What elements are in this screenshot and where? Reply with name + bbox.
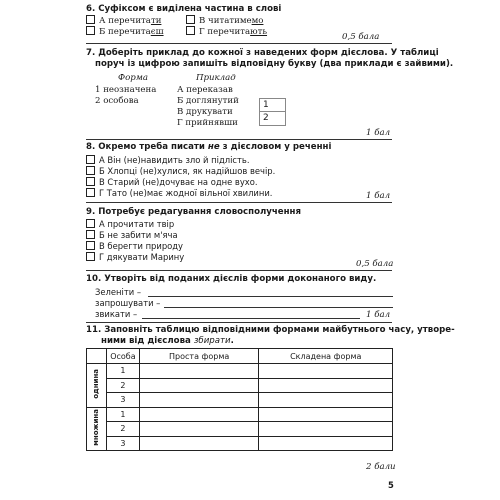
person-cell: 1 — [106, 364, 139, 379]
checkbox[interactable] — [86, 166, 95, 175]
q7-example-g: Г прийнявши — [177, 118, 238, 128]
q10-answer-line-1[interactable] — [148, 296, 393, 297]
group-plural: множина — [87, 407, 107, 451]
q8-title: 8. Окремо треба писати не з дієсловом у реченні — [86, 142, 332, 152]
simple-form-cell[interactable] — [139, 378, 259, 393]
checkbox[interactable] — [86, 155, 95, 164]
compound-form-cell[interactable] — [259, 436, 393, 451]
compound-form-cell[interactable] — [259, 407, 393, 422]
compound-form-cell[interactable] — [259, 393, 393, 408]
q9-option-a[interactable]: А прочитати твір — [86, 219, 174, 229]
q7-example-v: В друкувати — [177, 107, 233, 117]
header-simple-form: Проста форма — [139, 349, 259, 364]
divider — [86, 139, 392, 140]
simple-form-cell[interactable] — [139, 422, 259, 437]
q11-table — [86, 348, 393, 451]
page-number: 5 — [388, 480, 394, 490]
q10-answer-line-2[interactable] — [164, 307, 393, 308]
q7-form-1: 1 неозначена — [95, 85, 157, 95]
checkbox[interactable] — [86, 230, 95, 239]
table-row — [87, 393, 393, 408]
compound-form-cell[interactable] — [259, 364, 393, 379]
checkbox[interactable] — [86, 252, 95, 261]
simple-form-cell[interactable] — [139, 407, 259, 422]
divider — [86, 202, 392, 203]
checkbox[interactable] — [86, 15, 95, 24]
checkbox[interactable] — [86, 26, 95, 35]
table-row — [87, 422, 393, 437]
q7-answer-row-2[interactable]: 2 — [263, 113, 269, 123]
divider — [86, 322, 392, 323]
divider — [86, 43, 392, 44]
checkbox[interactable] — [86, 177, 95, 186]
q8-option-v[interactable]: В Старий (не)дочуває на одне вухо. — [86, 177, 258, 187]
q10-points: 1 бал — [366, 310, 391, 320]
q9-option-v[interactable]: В берегти природу — [86, 241, 183, 251]
person-cell: 3 — [106, 436, 139, 451]
q10-answer-line-3[interactable] — [142, 318, 360, 319]
checkbox[interactable] — [186, 15, 195, 24]
q9-points: 0,5 бала — [356, 259, 394, 269]
q7-points: 1 бал — [366, 128, 391, 138]
q11-points: 2 бали — [366, 462, 396, 472]
q6-option-a[interactable]: А перечитати — [86, 15, 161, 26]
table-corner — [87, 349, 107, 364]
q8-points: 1 бал — [366, 191, 391, 201]
q7-example-a: А переказав — [177, 85, 233, 95]
q7-answer-table[interactable] — [259, 98, 286, 126]
group-singular: однина — [87, 364, 107, 408]
q6-points: 0,5 бала — [342, 32, 380, 42]
header-person: Особа — [106, 349, 139, 364]
checkbox[interactable] — [86, 241, 95, 250]
q8-option-b[interactable]: Б Хлопці (не)хулися, як надійшов вечір. — [86, 166, 275, 176]
simple-form-cell[interactable] — [139, 364, 259, 379]
table-row — [87, 378, 393, 393]
q10-verb-2: запрошувати – — [95, 298, 161, 308]
simple-form-cell[interactable] — [139, 436, 259, 451]
q10-verb-3: звикати – — [95, 309, 138, 319]
q7-title-line1: 7. Доберіть приклад до кожної з наведених форм дієслова. У таблиці — [86, 48, 439, 58]
table-header-row — [87, 349, 393, 364]
table-row — [87, 407, 393, 422]
q11-title-line2: ними від дієслова збирати. — [101, 336, 234, 346]
person-cell: 3 — [106, 393, 139, 408]
q9-option-b[interactable]: Б не забити м'яча — [86, 230, 178, 240]
q6-title: 6. Суфіксом є виділена частина в слові — [86, 4, 282, 14]
table-row — [87, 364, 393, 379]
q7-example-b: Б доглянутий — [177, 96, 239, 106]
q8-option-g[interactable]: Г Тато (не)має жодної вільної хвилини. — [86, 188, 272, 198]
q7-title-line2: поруч із цифрою запишіть відповідну букву (два приклади є зайвими). — [95, 59, 454, 69]
person-cell: 2 — [106, 422, 139, 437]
compound-form-cell[interactable] — [259, 378, 393, 393]
q9-title: 9. Потребує редагування словосполучення — [86, 207, 302, 217]
q7-form-2: 2 особова — [95, 96, 139, 106]
q10-verb-1: Зеленіти – — [95, 287, 142, 297]
q7-answer-row-1[interactable]: 1 — [260, 99, 285, 112]
q6-option-v[interactable]: В читатимемо — [186, 15, 263, 26]
q8-option-a[interactable]: А Він (не)навидить зло й підлість. — [86, 155, 250, 165]
q6-option-g[interactable]: Г перечитають — [186, 26, 267, 37]
person-cell: 1 — [106, 407, 139, 422]
q11-title-line1: 11. Заповніть таблицю відповідними формами майбутнього часу, утворе- — [86, 325, 455, 335]
table-row — [87, 436, 393, 451]
q9-option-g[interactable]: Г дякувати Марину — [86, 252, 184, 262]
q10-title: 10. Утворіть від поданих дієслів форми доконаного виду. — [86, 274, 377, 284]
compound-form-cell[interactable] — [259, 422, 393, 437]
checkbox[interactable] — [86, 219, 95, 228]
person-cell: 2 — [106, 378, 139, 393]
divider — [86, 270, 392, 271]
header-compound-form: Складена форма — [259, 349, 393, 364]
q6-option-b[interactable]: Б перечитаєш — [86, 26, 164, 37]
checkbox[interactable] — [186, 26, 195, 35]
q7-col-example: Приклад — [196, 73, 236, 83]
simple-form-cell[interactable] — [139, 393, 259, 408]
checkbox[interactable] — [86, 188, 95, 197]
q7-col-form: Форма — [118, 73, 149, 83]
